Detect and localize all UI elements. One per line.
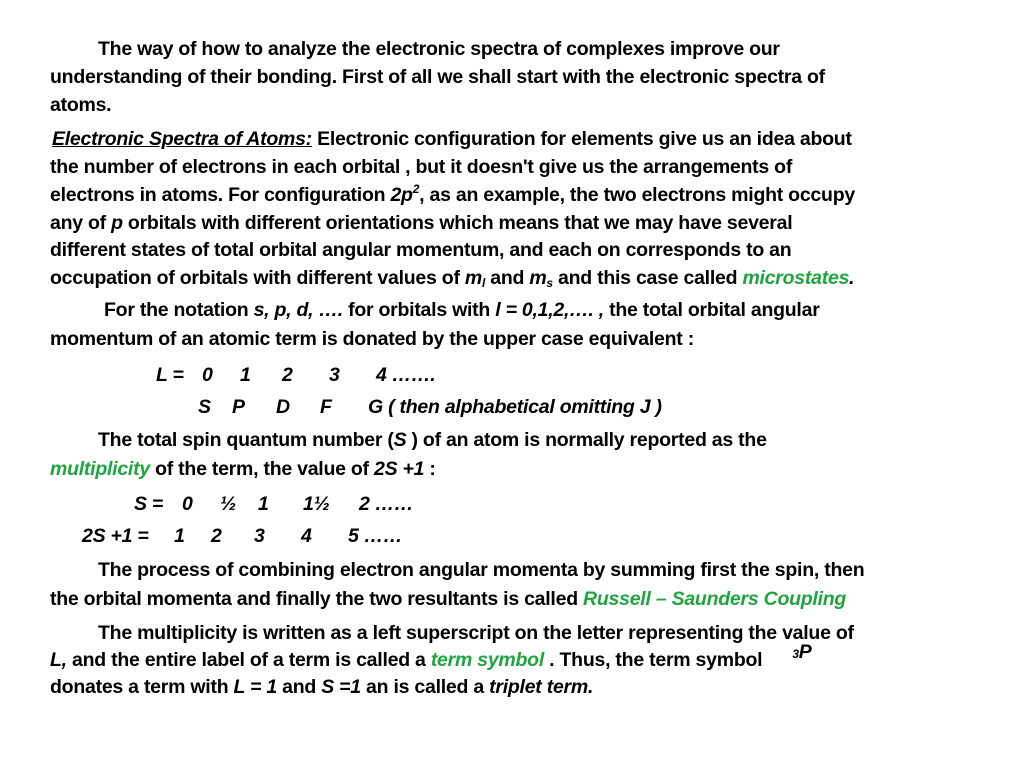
term-term-symbol: term symbol — [430, 649, 545, 671]
l-row-value: 2 — [282, 364, 293, 386]
p6-text: an is called a — [360, 676, 490, 698]
p2-text: the number of electrons in each orbital , but it doesn't give us the arrangements of — [50, 156, 793, 178]
p2-text: any of — [50, 212, 112, 234]
p2-line-6 — [50, 265, 854, 291]
p3-line-2 — [50, 326, 694, 352]
s-value: S =1 — [321, 676, 361, 698]
p2-text: and — [485, 267, 530, 289]
p6-line-3 — [50, 674, 593, 700]
p-orbital-symbol: p — [111, 212, 123, 234]
p1-text: understanding of their bonding. First of all we shall start with the electronic spectra of — [50, 66, 825, 88]
l-values: l = 0,1,2,…. , — [495, 299, 604, 321]
p2-line-2 — [50, 154, 792, 180]
term-letter: D — [276, 396, 290, 418]
p4-text: of the term, the value of — [149, 458, 374, 480]
p6-line-2 — [50, 641, 812, 673]
p3-line-1 — [104, 297, 820, 323]
term-multiplicity: multiplicity — [50, 458, 150, 480]
l-symbol: L, — [50, 649, 67, 671]
p5-text: The process of combining electron angular momenta by summing first the spin, then — [98, 559, 865, 581]
p3-text: For the notation — [104, 299, 254, 321]
mult-row-label: 2S +1 = — [82, 525, 149, 547]
multiplicity-expression: 2S +1 — [373, 458, 425, 480]
l-values-row — [156, 362, 435, 388]
mult-row-value: 4 — [301, 525, 312, 547]
p3-text: momentum of an atomic term is donated by the upper case equivalent : — [50, 328, 694, 350]
p4-line-2 — [50, 456, 436, 482]
l-row-value: 3 — [329, 364, 340, 386]
p1-text: The way of how to analyze the electronic spectra of complexes improve our — [98, 38, 780, 60]
s-row-value: 1½ — [303, 493, 330, 515]
p4-text: : — [424, 458, 436, 480]
p2-text: orbitals with different orientations which means that we may have several — [122, 212, 793, 234]
term-letters-row — [198, 394, 662, 420]
p6-text: . Thus, the term symbol — [544, 649, 763, 671]
multiplicity-values-row — [82, 523, 402, 549]
p2-text: different states of total orbital angular momentum, and each on corresponds to an — [50, 239, 792, 261]
p2-line-5 — [50, 237, 791, 263]
p1-line-3 — [50, 92, 111, 118]
l-value: L = 1 — [233, 676, 277, 698]
spin-symbol: S — [393, 429, 407, 451]
p4-text: The total spin quantum number ( — [98, 429, 394, 451]
p4-text: ) of an atom is normally reported as the — [406, 429, 767, 451]
p2-text: occupation of orbitals with different values of — [50, 267, 465, 289]
p5-line-2 — [50, 586, 846, 612]
p2-text: Electronic configuration for elements give us an idea about — [311, 128, 852, 150]
p6-line-1 — [98, 620, 854, 646]
s-row-value: 2 …… — [359, 493, 414, 515]
p6-text: donates a term with — [50, 676, 234, 698]
term-letter: F — [320, 396, 332, 418]
mult-row-value: 3 — [254, 525, 265, 547]
p2-line-1 — [52, 126, 852, 152]
p3-text: the total orbital angular — [603, 299, 820, 321]
ml-symbol: m — [464, 267, 482, 289]
s-row-value: 1 — [258, 493, 269, 515]
p1-line-2 — [50, 64, 825, 90]
s-row-value: 0 — [182, 493, 193, 515]
ms-subscript: s — [546, 276, 553, 290]
s-row-value: ½ — [220, 493, 237, 515]
s-row-label: S = — [134, 493, 164, 515]
s-values-row — [134, 491, 413, 517]
p2-text: , as an example, the two electrons might occupy — [419, 184, 855, 206]
orbital-notation: s, p, d, …. — [253, 299, 343, 321]
triplet-term: triplet term. — [489, 676, 594, 698]
p6-text: and the entire label of a term is called a — [66, 649, 431, 671]
term-letter: P — [232, 396, 245, 418]
l-row-value: 1 — [240, 364, 251, 386]
config-superscript: 2 — [412, 182, 420, 196]
p2-text: and this case called — [552, 267, 743, 289]
p3-text: for orbitals with — [342, 299, 496, 321]
p2-text: electrons in atoms. For configuration — [50, 184, 391, 206]
p6-text: The multiplicity is written as a left superscript on the letter representing the value of — [98, 622, 854, 644]
p1-text: atoms. — [50, 94, 112, 116]
mult-row-value: 2 — [211, 525, 222, 547]
mult-row-value: 5 …… — [348, 525, 403, 547]
term-symbol-letter: P — [798, 641, 812, 663]
p2-line-3 — [50, 182, 855, 208]
mult-row-value: 1 — [174, 525, 185, 547]
term-letter: G ( then alphabetical omitting J ) — [368, 396, 662, 418]
term-russell-saunders: Russell – Saunders Coupling — [583, 588, 847, 610]
p1-line-1 — [98, 36, 780, 62]
l-row-value: 0 — [202, 364, 213, 386]
l-row-label: L = — [156, 364, 184, 386]
term-microstates: microstates — [742, 267, 850, 289]
l-row-value: 4 ……. — [376, 364, 436, 386]
p6-text: and — [276, 676, 322, 698]
p5-text: the orbital momenta and finally the two resultants is called — [50, 588, 584, 610]
term-symbol-superscript: 3 — [792, 647, 799, 661]
ml-subscript: l — [481, 276, 486, 290]
section-heading: Electronic Spectra of Atoms: — [52, 128, 312, 150]
p2-line-4 — [50, 210, 792, 236]
ms-symbol: m — [529, 267, 547, 289]
config-2p: 2p — [390, 184, 413, 206]
p2-text: . — [849, 267, 855, 289]
p5-line-1 — [98, 557, 864, 583]
p4-line-1 — [98, 427, 767, 453]
term-letter: S — [198, 396, 211, 418]
